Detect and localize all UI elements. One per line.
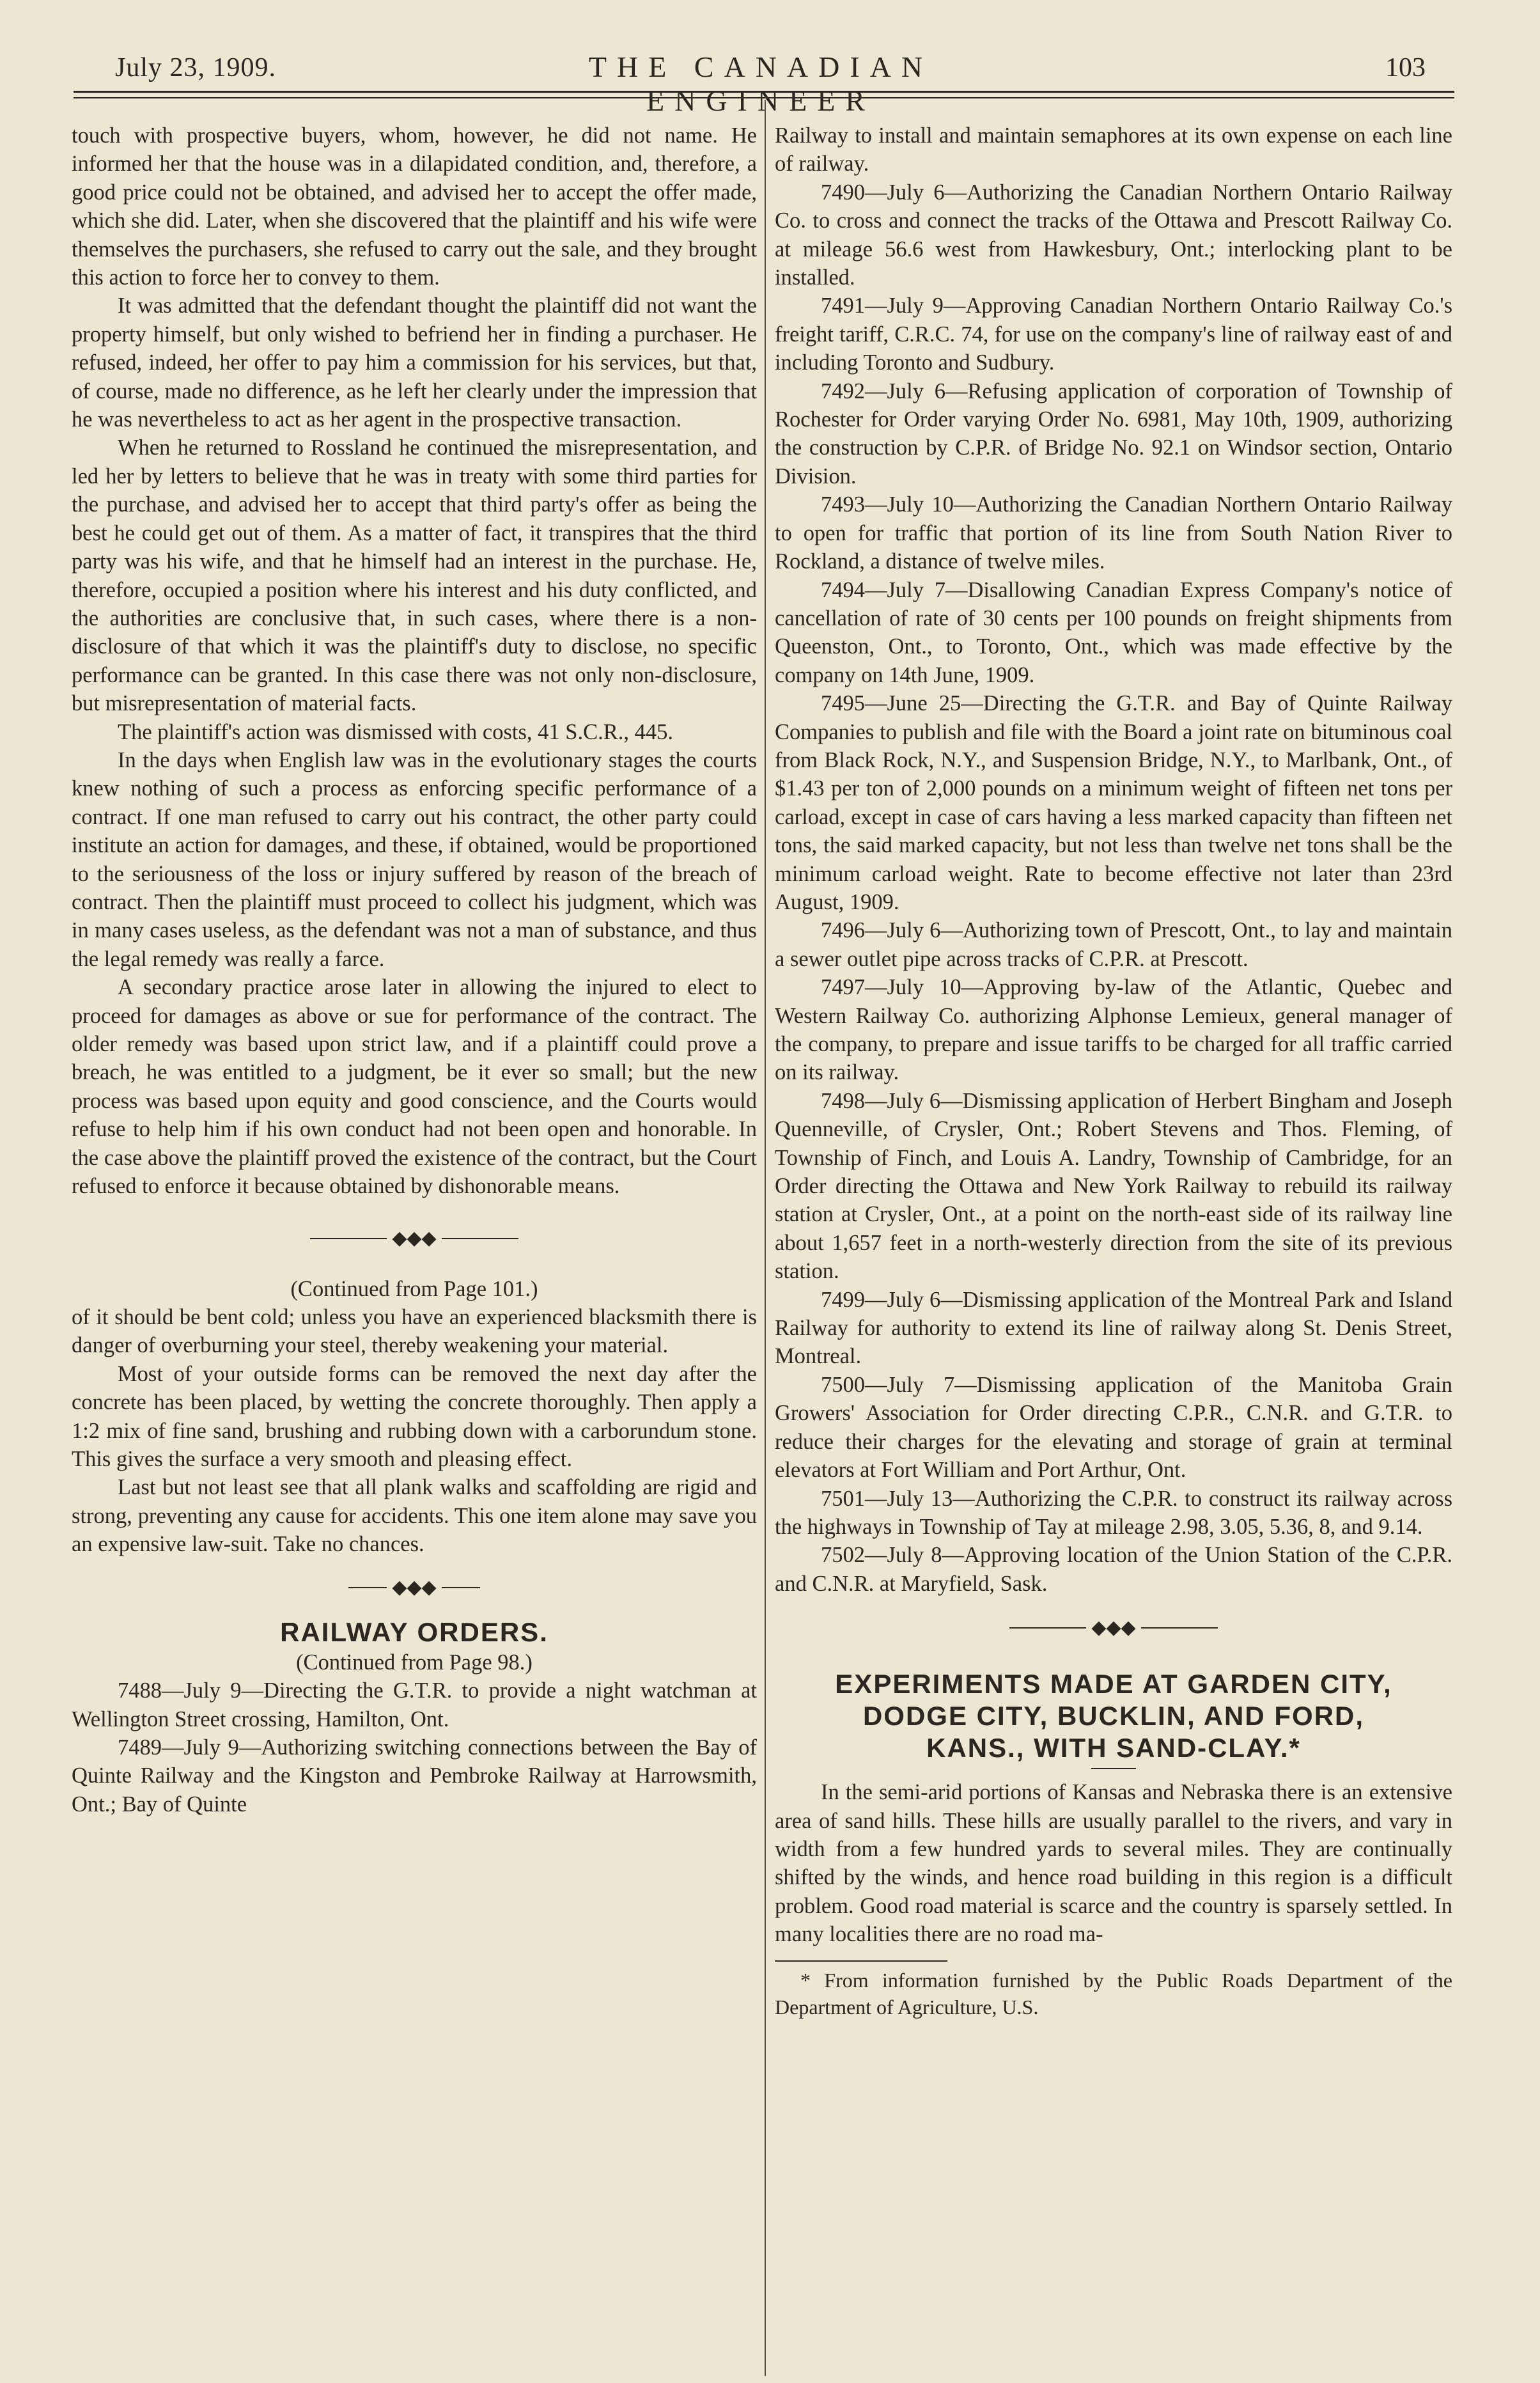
paragraph: The plaintiff's action was dismissed with costs, 41 S.C.R., 445. [118, 719, 674, 744]
railway-order: 7493—July 10—Authorizing the Canadian Northern Ontario Railway to open for traffic that portion of its line from South Nation River to Rockland, a distance of twelve miles. [775, 492, 1452, 574]
railway-order: 7500—July 7—Dismissing application of the Manitoba Grain Growers' Association for Order directing C.P.R., C.N.R. and G.T.R. to reduce their charges for the elevating and storage of grain at terminal elevators at Fort William and Port Arthur, Ont. [775, 1372, 1452, 1483]
railway-order: 7494—July 7—Disallowing Canadian Express Company's notice of cancellation of rate of 30 cents per 100 pounds on freight shipments from Queenston, Ont., to Toronto, Ont., which was made effective by the company on 14th June, 1909. [775, 577, 1452, 687]
paragraph: It was admitted that the defendant thought the plaintiff did not want the property himself, but only wished to befriend her in finding a purchaser. He refused, indeed, her offer to pay him a commission for his services, but that, of course, made no difference, as he left her clearly under the impression that he was nevertheless to act as her agent in the prospective transaction. [72, 293, 757, 432]
header-rule-thick [74, 91, 1454, 93]
railway-order: 7499—July 6—Dismissing application of the Montreal Park and Island Railway for authority to extend its line of railway along St. Denis Street, Montreal. [775, 1287, 1452, 1369]
paragraph: Most of your outside forms can be removed the next day after the concrete has been placed, by wetting the concrete thoroughly. Then apply a 1:2 mix of fine sand, brushing and rubbing down with a carborundum stone. This gives the surface a very smooth and pleasing effect. [72, 1361, 757, 1471]
railway-order: 7497—July 10—Approving by-law of the Atlantic, Quebec and Western Railway Co. authorizing Alphonse Lemieux, general manager of the company, to prepare and issue tariffs to be charged for all traffic carried on its railway. [775, 975, 1452, 1085]
paragraph: A secondary practice arose later in allowing the injured to elect to proceed for damages as above or sue for performance of the contract. The older remedy was based upon strict law, and if a plaintiff could prove a breach, he was entitled to a judgment, be it ever so small; but the new process was based upon equity and good conscience, and the Courts would refuse to help him if his own conduct had not been open and honorable. In the case above the plaintiff proved the existence of the contract, but the Court refused to enforce it because obtained by dishonorable means. [72, 975, 757, 1199]
railway-order: 7492—July 6—Refusing application of corporation of Township of Rochester for Order varying Order No. 6981, May 10th, 1909, authorizing the construction by C.P.R. of Bridge No. 92.1 on Windsor section, Ontario Division. [775, 379, 1452, 488]
right-column [775, 121, 1452, 2020]
page-number: 103 [1385, 53, 1426, 82]
journal-title: THE CANADIAN ENGINEER [588, 51, 933, 117]
paragraph: In the semi-arid portions of Kansas and Nebraska there is an extensive area of sand hills. These hills are usually parallel to the rivers, and vary in width from a few hundred yards to several miles. They are continually shifted by the winds, and hence road building in this region is a difficult problem. Good road material is scarce and the country is sparsely settled. In many localities there are no road ma- [775, 1780, 1452, 1947]
heading-rule [1091, 1768, 1136, 1769]
article-heading-line-1: EXPERIMENTS MADE AT GARDEN CITY, [835, 1669, 1392, 1699]
paragraph: of it should be bent cold; unless you have an experienced blacksmith there is danger of overburning your steel, thereby weakening your material. [72, 1304, 757, 1358]
railway-order-continued: Railway to install and maintain semaphores at its own expense on each line of railway. [775, 123, 1452, 176]
running-header [115, 45, 1426, 117]
railway-order: 7501—July 13—Authorizing the C.P.R. to construct its railway across the highways in Township of Tay at mileage 2.98, 3.05, 5.36, 8, and 9.14. [775, 1486, 1452, 1539]
left-column [72, 121, 757, 1818]
railway-order: 7495—June 25—Directing the G.T.R. and Bay of Quinte Railway Companies to publish and file with the Board a joint rate on bituminous coal from Black Rock, N.Y., and Suspension Bridge, N.Y., to Marlbank, Ont., of $1.43 per ton of 2,000 pounds on a minimum weight of fifteen net tons per carload, except in case of cars having a less marked capacity than fifteen net tons, the said marked capacity, but not less than twelve net tons shall be the minimum carload weight. Rate to become effective not later than 23rd August, 1909. [775, 691, 1452, 914]
section-ornament: ◆◆◆ [775, 1617, 1452, 1637]
article-heading-line-3: KANS., WITH SAND-CLAY.* [926, 1733, 1301, 1763]
paragraph: In the days when English law was in the evolutionary stages the courts knew nothing of such a process as enforcing specific performance of a contract. If one man refused to carry out his contract, the other party could institute an action for damages, and these, if obtained, would be proportioned to the seriousness of the loss or injury suffered by reason of the breach of contract. Then the plaintiff must proceed to collect his judgment, which was in many cases useless, as the defendant was not a man of substance, and thus the legal remedy was really a farce. [72, 747, 757, 971]
footnote-rule [775, 1960, 947, 1962]
column-divider [765, 100, 766, 2376]
section-subheading: (Continued from Page 98.) [296, 1650, 533, 1675]
railway-order: 7498—July 6—Dismissing application of Herbert Bingham and Joseph Quenneville, of Crysler, Ont.; Robert Stevens and Thos. Fleming, of Township of Finch, and Louis A. Landry, Township of Cambridge, for an Order directing the Ottawa and New York Railway to rebuild its railway station at Crysler, Ont., at a point on the north-east side of its railway line about 1,657 feet in a north-westerly direction from the site of its previous station. [775, 1088, 1452, 1284]
section-heading-railway-orders: RAILWAY ORDERS. [280, 1616, 548, 1647]
railway-order: 7496—July 6—Authorizing town of Prescott, Ont., to lay and maintain a sewer outlet pipe across tracks of C.P.R. at Prescott. [775, 918, 1452, 971]
railway-order: 7490—July 6—Authorizing the Canadian Northern Ontario Railway Co. to cross and connect the tracks of the Ottawa and Prescott Railway Co. at mileage 56.6 west from Hawkesbury, Ont.; interlocking plant to be installed. [775, 180, 1452, 290]
railway-order: 7502—July 8—Approving location of the Union Station of the C.P.R. and C.N.R. at Maryfield, Sask. [775, 1543, 1452, 1596]
article-heading-line-2: DODGE CITY, BUCKLIN, AND FORD, [862, 1701, 1365, 1731]
railway-order: 7489—July 9—Authorizing switching connections between the Bay of Quinte Railway and the Kingston and Pembroke Railway at Harrowsmith, Ont.; Bay of Quinte [72, 1735, 757, 1817]
header-rule-thin [74, 97, 1454, 98]
section-ornament: ◆◆◆ [72, 1227, 757, 1247]
railway-order: 7488—July 9—Directing the G.T.R. to provide a night watchman at Wellington Street crossing, Hamilton, Ont. [72, 1678, 757, 1731]
paragraph: When he returned to Rossland he continued the misrepresentation, and led her by letters to believe that he was in treaty with some third parties for the purchase, and advised her to accept that third party's offer as being the best he could get out of them. As a matter of fact, it transpires that the third party was his wife, and that he himself had an interest in the purchase. He, therefore, occupied a position where his interest and his duty conflicted, and the authorities are conclusive that, in such cases, where there is a non-disclosure of that which it was the plaintiff's duty to disclose, no specific performance can be granted. In this case there was not only non-disclosure, but misrepresentation of material facts. [72, 435, 757, 716]
section-ornament: ◆◆◆ [72, 1577, 757, 1597]
railway-order: 7491—July 9—Approving Canadian Northern Ontario Railway Co.'s freight tariff, C.R.C. 74, for use on the company's line of railway east of and including Toronto and Sudbury. [775, 293, 1452, 375]
continued-note: (Continued from Page 101.) [290, 1276, 538, 1301]
issue-date: July 23, 1909. [115, 53, 277, 82]
paragraph: Last but not least see that all plank walks and scaffolding are rigid and strong, preventing any cause for accidents. This one item alone may save you an expensive law-suit. Take no chances. [72, 1475, 757, 1557]
footnote: * From information furnished by the Public Roads Department of the Department of Agriculture, U.S. [775, 1968, 1452, 2019]
paragraph: touch with prospective buyers, whom, however, he did not name. He informed her that the house was in a dilapidated condition, and, therefore, a good price could not be obtained, and advised her to accept the offer made, which she did. Later, when she discovered that the plaintiff and his wife were themselves the purchasers, she refused to carry out the sale, and they brought this action to force her to convey to them. [72, 123, 757, 290]
